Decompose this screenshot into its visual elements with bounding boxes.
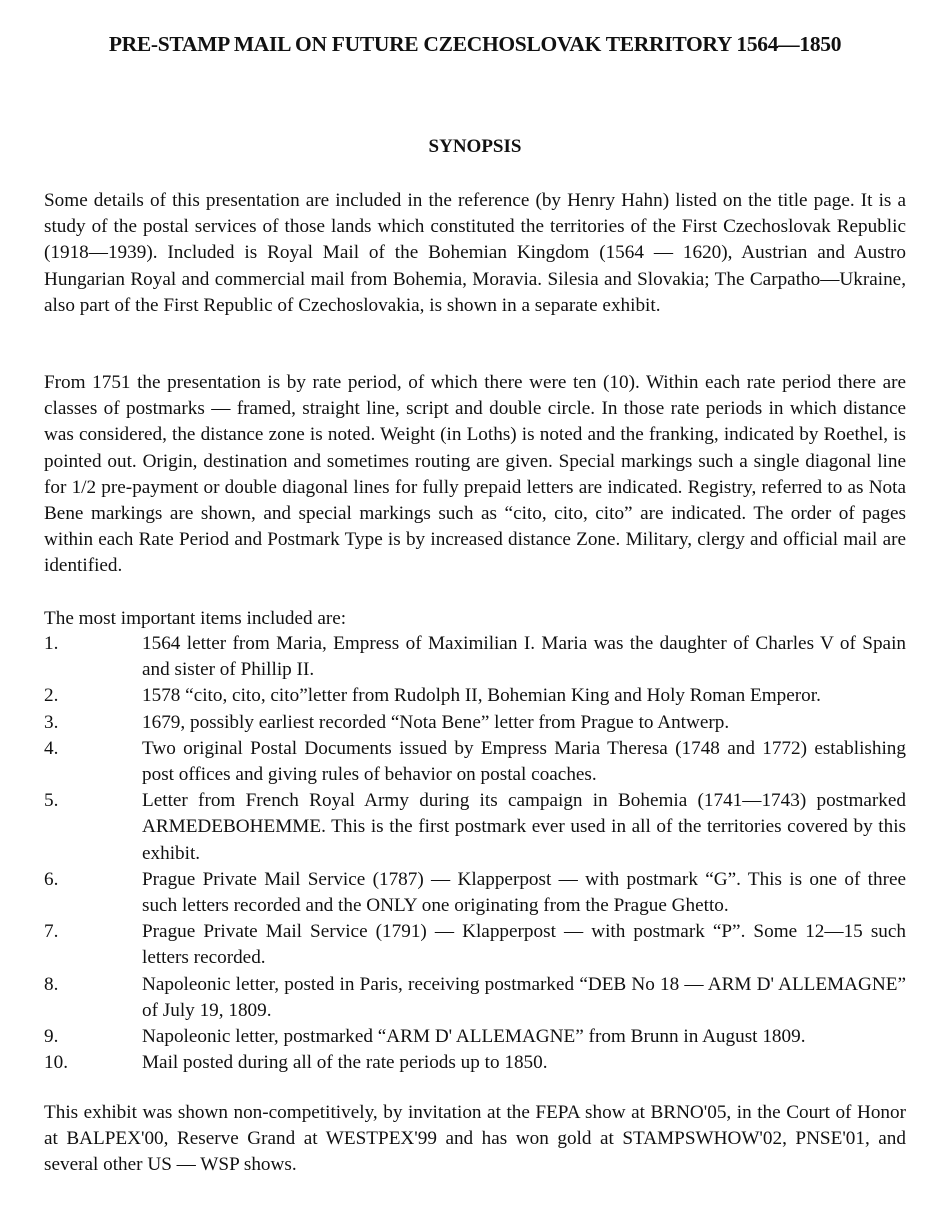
item-number: 3. [44, 711, 59, 733]
item-text: Napoleonic letter, posted in Paris, receiving postmarked “DEB No 18 — ARM D' ALLEMAGNE” of July 19, 1809. [142, 973, 906, 1021]
important-items-list [44, 631, 906, 1076]
item-number: 1. [44, 633, 59, 654]
item-text: Letter from French Royal Army during its campaign in Bohemia (1741—1743) postmarked ARMEDEBOHEMME. This is the first postmark ever used in all of the territories covered by this exhibit. [142, 790, 906, 864]
item-text: 1564 letter from Maria, Empress of Maximilian I. Maria was the daughter of Charles V of Spain and sister of Phillip II. [142, 633, 906, 681]
item-number: 6. [44, 868, 59, 890]
item-text: 1679, possibly earliest recorded “Nota Bene” letter from Prague to Antwerp. [142, 711, 730, 733]
list-item [44, 1050, 906, 1076]
item-number: 8. [44, 973, 59, 995]
list-item [44, 710, 906, 736]
item-number: 7. [44, 921, 59, 943]
list-item [44, 972, 906, 1024]
list-intro: The most important items included are: [44, 608, 347, 629]
item-number: 9. [44, 1026, 59, 1048]
item-text: Mail posted during all of the rate periods up to 1850. [142, 1052, 548, 1074]
item-number: 10. [44, 1052, 68, 1074]
list-item [44, 919, 906, 971]
list-item [44, 631, 906, 683]
paragraph-closing: This exhibit was shown non-competitively, by invitation at the FEPA show at BRNO'05, in the Court of Honor at BALPEX'00, Reserve Grand at WESTPEX'99 and has won gold at STAMPSWHOW'02, PNSE'01, and several other US — WSP shows. [44, 1102, 906, 1176]
list-item [44, 683, 906, 709]
section-heading: SYNOPSIS [428, 136, 522, 157]
list-item [44, 788, 906, 867]
item-text: Prague Private Mail Service (1787) — Klapperpost — with postmark “G”. This is one of three such letters recorded and the ONLY one originating from the Prague Ghetto. [142, 868, 906, 917]
list-item [44, 1024, 906, 1050]
item-text: 1578 “cito, cito, cito”letter from Rudolph II, Bohemian King and Holy Roman Emperor. [142, 685, 821, 707]
list-item [44, 736, 906, 788]
item-number: 2. [44, 685, 59, 707]
list-item [44, 867, 906, 919]
item-text: Napoleonic letter, postmarked “ARM D' ALLEMAGNE” from Brunn in August 1809. [142, 1026, 806, 1048]
item-text: Prague Private Mail Service (1791) — Klapperpost — with postmark “P”. Some 12—15 such letters recorded. [142, 921, 906, 969]
paragraph-rate-periods: From 1751 the presentation is by rate period, of which there were ten (10). Within each rate period there are classes of postmarks — framed, straight line, script and double circle. In those rate periods in which distance was considered, the distance zone is noted. Weight (in Loths) is noted and the franking, indicated by Roethel, is pointed out. Origin, destination and sometimes routing are given. Special markings such a single diagonal line for 1/2 pre-payment or double diagonal lines for fully prepaid letters are indicated. Registry, referred to as Nota Bene markings are shown, and special markings such as “cito, cito, cito” are indicated. The order of pages within each Rate Period and Postmark Type is by increased distance Zone. Military, clergy and official mail are identified. [44, 372, 906, 577]
item-number: 4. [44, 737, 59, 759]
paragraph-overview: Some details of this presentation are included in the reference (by Henry Hahn) listed on the title page. It is a study of the postal services of those lands which constituted the territories of the First Czechoslovak Republic (1918—1939). Included is Royal Mail of the Bohemian Kingdom (1564 — 1620), Austrian and Austro Hungarian Royal and commercial mail from Bohemia, Moravia. Silesia and Slovakia; The Carpatho—Ukraine, also part of the First Republic of Czechoslovakia, is shown in a separate exhibit. [44, 190, 906, 316]
item-number: 5. [44, 790, 59, 812]
page-title: PRE-STAMP MAIL ON FUTURE CZECHOSLOVAK TERRITORY 1564—1850 [108, 32, 842, 56]
item-text: Two original Postal Documents issued by Empress Maria Theresa (1748 and 1772) establishing post offices and giving rules of behavior on postal coaches. [142, 737, 906, 786]
